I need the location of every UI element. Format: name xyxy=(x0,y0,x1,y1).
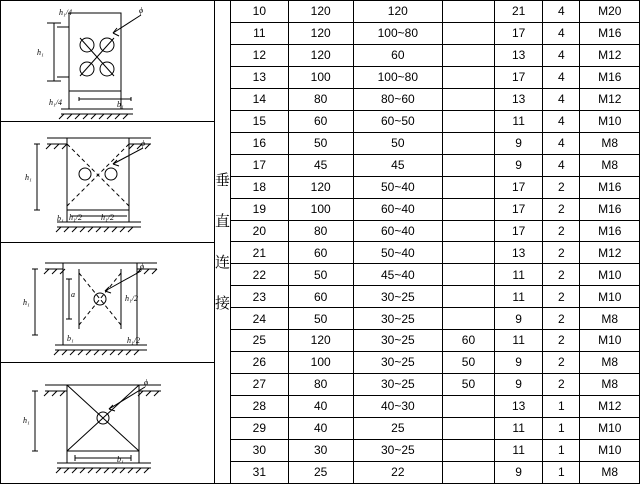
table-row xyxy=(231,22,640,44)
table-cell-no: 17 xyxy=(231,154,289,176)
table-cell-n: 4 xyxy=(543,44,580,66)
table-cell-a xyxy=(442,22,494,44)
table-cell-a xyxy=(442,132,494,154)
table-cell-no: 21 xyxy=(231,242,289,264)
table-row xyxy=(231,88,640,110)
table-cell-bolt: M16 xyxy=(580,66,640,88)
table-body xyxy=(231,1,640,484)
table-cell-d: 11 xyxy=(494,110,542,132)
table-cell-bolt: M12 xyxy=(580,88,640,110)
table-cell-no: 23 xyxy=(231,286,289,308)
table-cell-b1: 60~40 xyxy=(353,198,442,220)
table-cell-bolt: M12 xyxy=(580,242,640,264)
detail-3-label-b1: b₁ xyxy=(67,333,74,343)
detail-2-drawing xyxy=(1,122,214,242)
detail-4-label-b1: b₁ xyxy=(117,455,124,465)
table-cell-n: 2 xyxy=(543,286,580,308)
table-cell-bolt: M10 xyxy=(580,418,640,440)
table-cell-a xyxy=(442,396,494,418)
table-cell-n: 1 xyxy=(543,418,580,440)
table-cell-no: 12 xyxy=(231,44,289,66)
detail-3-label-h1-2-b: h₁/2 xyxy=(127,335,141,345)
table-cell-n: 4 xyxy=(543,132,580,154)
table-row xyxy=(231,308,640,330)
table-cell-no: 31 xyxy=(231,462,289,484)
vertical-label-char-3: 连 xyxy=(215,253,231,271)
table-cell-h1: 100 xyxy=(288,198,353,220)
table-cell-n: 1 xyxy=(543,396,580,418)
table-cell-bolt: M8 xyxy=(580,154,640,176)
table-cell-n: 2 xyxy=(543,198,580,220)
table-cell-n: 1 xyxy=(543,462,580,484)
table-cell-d: 17 xyxy=(494,176,542,198)
table-cell-b1: 80~60 xyxy=(353,88,442,110)
table-cell-n: 4 xyxy=(543,88,580,110)
table-cell-a xyxy=(442,242,494,264)
detail-1-label-h1-4-bottom: h₁/4 xyxy=(49,98,63,107)
table-cell-bolt: M10 xyxy=(580,440,640,462)
table-cell-h1: 50 xyxy=(288,308,353,330)
table-cell-b1: 100~80 xyxy=(353,66,442,88)
table-cell-no: 24 xyxy=(231,308,289,330)
table-cell-d: 11 xyxy=(494,418,542,440)
table-cell-a xyxy=(442,308,494,330)
table-cell-d: 11 xyxy=(494,440,542,462)
table-cell-h1: 80 xyxy=(288,88,353,110)
table-cell-no: 28 xyxy=(231,396,289,418)
table-cell-n: 1 xyxy=(543,440,580,462)
table-cell-bolt: M20 xyxy=(580,1,640,23)
detail-1-drawing xyxy=(1,1,214,121)
table-cell-n: 2 xyxy=(543,242,580,264)
table-row xyxy=(231,352,640,374)
table-row xyxy=(231,1,640,23)
table-cell-a xyxy=(442,66,494,88)
table-cell-b1: 100~80 xyxy=(353,22,442,44)
table-cell-d: 21 xyxy=(494,1,542,23)
table-cell-a xyxy=(442,1,494,23)
table-cell-h1: 60 xyxy=(288,286,353,308)
table-row xyxy=(231,242,640,264)
table-cell-d: 17 xyxy=(494,66,542,88)
table-cell-d: 11 xyxy=(494,286,542,308)
vertical-label-char-2: 直 xyxy=(215,212,231,230)
table-cell-a xyxy=(442,110,494,132)
table-cell-h1: 60 xyxy=(288,242,353,264)
table-row xyxy=(231,110,640,132)
table-row xyxy=(231,66,640,88)
detail-2-label-h1-2-b: h₁/2 xyxy=(101,212,115,222)
table-cell-n: 2 xyxy=(543,176,580,198)
table-cell-h1: 120 xyxy=(288,176,353,198)
table-row xyxy=(231,132,640,154)
table-row xyxy=(231,418,640,440)
table-cell-b1: 40~30 xyxy=(353,396,442,418)
table-cell-bolt: M12 xyxy=(580,396,640,418)
table-cell-b1: 60 xyxy=(353,44,442,66)
table-cell-d: 13 xyxy=(494,242,542,264)
table-row xyxy=(231,440,640,462)
table-row xyxy=(231,330,640,352)
table-cell-a: 50 xyxy=(442,374,494,396)
table-row xyxy=(231,462,640,484)
table-cell-b1: 50~40 xyxy=(353,242,442,264)
table-cell-d: 17 xyxy=(494,198,542,220)
table-cell-bolt: M10 xyxy=(580,110,640,132)
detail-1-label-b1: b₁ xyxy=(117,100,124,109)
table-cell-no: 27 xyxy=(231,374,289,396)
table-cell-no: 10 xyxy=(231,1,289,23)
table-cell-h1: 120 xyxy=(288,44,353,66)
diagram-column xyxy=(0,0,214,484)
table-cell-h1: 30 xyxy=(288,440,353,462)
table-cell-no: 19 xyxy=(231,198,289,220)
table-cell-bolt: M16 xyxy=(580,220,640,242)
table-cell-a xyxy=(442,286,494,308)
table-cell-a xyxy=(442,220,494,242)
table-cell-bolt: M16 xyxy=(580,22,640,44)
table-cell-h1: 50 xyxy=(288,132,353,154)
table-cell-bolt: M8 xyxy=(580,308,640,330)
diagram-cell-3 xyxy=(1,243,214,364)
table-cell-d: 9 xyxy=(494,352,542,374)
table-cell-no: 22 xyxy=(231,264,289,286)
vertical-label-char-1: 垂 xyxy=(215,171,231,189)
detail-1-label-phi: ϕ xyxy=(139,6,144,15)
detail-3-drawing xyxy=(1,243,214,363)
table-cell-h1: 40 xyxy=(288,418,353,440)
table-cell-a: 50 xyxy=(442,352,494,374)
table-cell-d: 17 xyxy=(494,22,542,44)
table-cell-a xyxy=(442,462,494,484)
table-cell-h1: 120 xyxy=(288,1,353,23)
table-cell-h1: 100 xyxy=(288,352,353,374)
data-table-wrapper xyxy=(230,0,640,484)
table-cell-h1: 120 xyxy=(288,22,353,44)
table-cell-d: 17 xyxy=(494,220,542,242)
table-cell-n: 4 xyxy=(543,22,580,44)
detail-2-label-h1-2-a: h₁/2 xyxy=(69,212,83,222)
detail-2-label-b1: b₁ xyxy=(57,213,64,223)
table-cell-no: 16 xyxy=(231,132,289,154)
table-cell-b1: 30~25 xyxy=(353,440,442,462)
table-cell-b1: 120 xyxy=(353,1,442,23)
table-cell-bolt: M10 xyxy=(580,286,640,308)
table-cell-no: 18 xyxy=(231,176,289,198)
table-cell-bolt: M10 xyxy=(580,330,640,352)
table-row xyxy=(231,198,640,220)
detail-4-label-h1: h₁ xyxy=(23,416,30,426)
table-cell-n: 4 xyxy=(543,110,580,132)
table-cell-d: 9 xyxy=(494,154,542,176)
diagram-cell-2 xyxy=(1,122,214,243)
diagram-cell-4 xyxy=(1,363,214,483)
table-cell-b1: 50 xyxy=(353,132,442,154)
table-cell-d: 9 xyxy=(494,308,542,330)
table-cell-h1: 50 xyxy=(288,264,353,286)
table-cell-d: 11 xyxy=(494,330,542,352)
table-cell-b1: 30~25 xyxy=(353,330,442,352)
table-cell-b1: 30~25 xyxy=(353,352,442,374)
table-cell-n: 2 xyxy=(543,330,580,352)
table-cell-n: 2 xyxy=(543,308,580,330)
table-cell-n: 4 xyxy=(543,66,580,88)
table-cell-a xyxy=(442,88,494,110)
detail-3-label-phi: ϕ xyxy=(140,261,145,271)
table-cell-bolt: M8 xyxy=(580,352,640,374)
table-cell-h1: 45 xyxy=(288,154,353,176)
vertical-label-column xyxy=(214,0,230,484)
table-cell-n: 2 xyxy=(543,264,580,286)
table-cell-h1: 80 xyxy=(288,220,353,242)
table-cell-d: 9 xyxy=(494,374,542,396)
diagram-cell-1 xyxy=(1,1,214,122)
table-cell-d: 13 xyxy=(494,396,542,418)
table-cell-bolt: M8 xyxy=(580,462,640,484)
table-cell-h1: 100 xyxy=(288,66,353,88)
table-cell-n: 2 xyxy=(543,220,580,242)
table-cell-bolt: M16 xyxy=(580,176,640,198)
table-row xyxy=(231,44,640,66)
table-cell-h1: 25 xyxy=(288,462,353,484)
detail-4-drawing xyxy=(1,363,214,483)
detail-3-label-h1: h₁ xyxy=(23,297,30,307)
detail-2-label-h1: h₁ xyxy=(25,172,32,182)
table-cell-bolt: M8 xyxy=(580,132,640,154)
table-cell-b1: 30~25 xyxy=(353,374,442,396)
table-cell-a: 60 xyxy=(442,330,494,352)
table-cell-d: 11 xyxy=(494,264,542,286)
specification-table xyxy=(230,0,640,484)
table-row xyxy=(231,374,640,396)
table-cell-bolt: M12 xyxy=(580,44,640,66)
table-cell-a xyxy=(442,176,494,198)
table-row xyxy=(231,264,640,286)
detail-1-label-h1: h₁ xyxy=(37,48,44,57)
table-cell-b1: 30~25 xyxy=(353,286,442,308)
table-cell-b1: 50~40 xyxy=(353,176,442,198)
table-cell-b1: 45~40 xyxy=(353,264,442,286)
table-cell-no: 11 xyxy=(231,22,289,44)
table-cell-b1: 30~25 xyxy=(353,308,442,330)
table-cell-d: 9 xyxy=(494,462,542,484)
table-cell-h1: 40 xyxy=(288,396,353,418)
table-cell-bolt: M10 xyxy=(580,264,640,286)
table-cell-no: 29 xyxy=(231,418,289,440)
table-cell-d: 13 xyxy=(494,44,542,66)
detail-1-label-h1-4-top: h₁/4 xyxy=(59,8,73,17)
table-cell-no: 20 xyxy=(231,220,289,242)
table-cell-d: 13 xyxy=(494,88,542,110)
table-cell-n: 4 xyxy=(543,1,580,23)
table-cell-a xyxy=(442,440,494,462)
table-row xyxy=(231,286,640,308)
table-cell-n: 2 xyxy=(543,352,580,374)
table-row xyxy=(231,154,640,176)
detail-4-label-phi: ϕ xyxy=(144,378,149,388)
detail-3-label-a: a xyxy=(71,289,75,299)
table-cell-b1: 60~50 xyxy=(353,110,442,132)
table-cell-h1: 80 xyxy=(288,374,353,396)
table-cell-bolt: M16 xyxy=(580,198,640,220)
table-cell-no: 30 xyxy=(231,440,289,462)
table-cell-bolt: M8 xyxy=(580,374,640,396)
table-cell-a xyxy=(442,418,494,440)
table-cell-no: 15 xyxy=(231,110,289,132)
table-row xyxy=(231,176,640,198)
table-cell-d: 9 xyxy=(494,132,542,154)
vertical-label-char-4: 接 xyxy=(215,294,231,312)
table-cell-a xyxy=(442,44,494,66)
table-cell-h1: 60 xyxy=(288,110,353,132)
table-row xyxy=(231,220,640,242)
table-cell-a xyxy=(442,264,494,286)
detail-2-label-phi: ϕ xyxy=(141,138,146,148)
table-row xyxy=(231,396,640,418)
table-cell-h1: 120 xyxy=(288,330,353,352)
table-cell-no: 26 xyxy=(231,352,289,374)
table-cell-b1: 45 xyxy=(353,154,442,176)
table-cell-no: 13 xyxy=(231,66,289,88)
table-cell-no: 14 xyxy=(231,88,289,110)
table-cell-a xyxy=(442,154,494,176)
detail-3-label-h1-2: h₁/2 xyxy=(125,293,139,303)
table-cell-a xyxy=(442,198,494,220)
table-cell-b1: 60~40 xyxy=(353,220,442,242)
table-cell-b1: 25 xyxy=(353,418,442,440)
table-cell-b1: 22 xyxy=(353,462,442,484)
table-cell-n: 2 xyxy=(543,374,580,396)
table-cell-n: 4 xyxy=(543,154,580,176)
table-cell-no: 25 xyxy=(231,330,289,352)
